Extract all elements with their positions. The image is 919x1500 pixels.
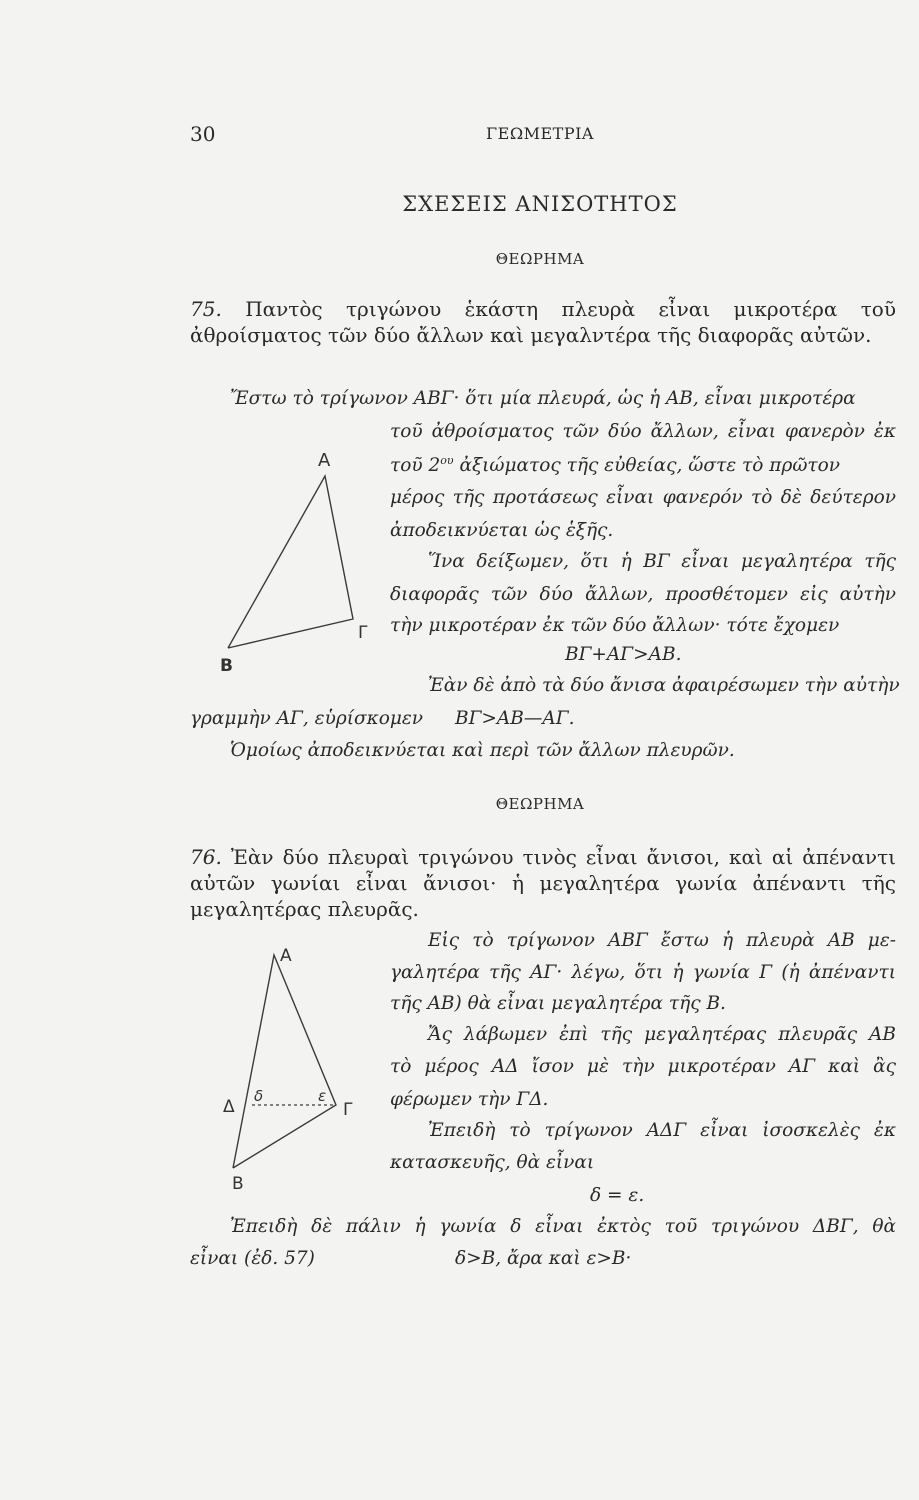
proof-76-line-2: γαλητέρα τῆς ΑΓ· λέγω, ὅτι ἡ γωνία Γ (ἡ ἀπέναντι: [390, 962, 896, 983]
proof-76-line-4: Ἄς λάβωμεν ἐπὶ τῆς μεγαλητέρας πλευρᾶς ΑΒ: [428, 1024, 896, 1045]
theorem-75-text: Παντὸς τριγώνου ἑκάστη πλευρὰ εἶναι μικροτέρα τοῦ ἀθροίσματος τῶν δύο ἄλλων καὶ μεγαλντέρα τῆς διαφορᾶς αὐτῶν.: [190, 297, 897, 347]
proof-75-line-9: Ἐὰν δὲ ἀπὸ τὰ δύο ἄνισα ἀφαιρέσωμεν τὴν αὐτὴν: [428, 675, 900, 696]
vertex-label-b: Β: [220, 656, 233, 676]
proof-75-line-11: Ὁμοίως ἀποδεικνύεται καὶ περὶ τῶν ἄλλων πλευρῶν.: [230, 740, 735, 761]
proof-76-line-9: Ἐπειδὴ δὲ πάλιν ἡ γωνία δ εἶναι ἐκτὸς τοῦ τριγώνου ΔΒΓ, θὰ: [230, 1216, 896, 1237]
theorem-label-76: ΘΕΩΡΗΜΑ: [495, 795, 585, 813]
running-title: ΓΕΩΜΕΤΡΙΑ: [486, 124, 594, 143]
proof-76-line-8: κατασκευῆς, θὰ εἶναι: [390, 1152, 595, 1173]
proof-75-line-1: Ἔστω τὸ τρίγωνον ΑΒΓ· ὅτι μία πλευρά, ὡς ἡ ΑΒ, εἶναι μικροτέρα: [230, 388, 856, 409]
proof-75-line-4: μέρος τῆς προτάσεως εἶναι φανερόν τὸ δὲ δεύτερον: [390, 487, 896, 508]
ordinal-superscript: ου: [440, 454, 454, 467]
proof-75-line-2: τοῦ ἀθροίσματος τῶν δύο ἄλλων, εἶναι φανερὸν ἐκ: [390, 421, 896, 442]
vertex-label-a-76: Α: [280, 946, 292, 966]
theorem-76-text: Ἐὰν δύο πλευραὶ τριγώνου τινὸς εἶναι ἄνισοι, καὶ αἱ ἀπέναντι αὐτῶν γωνίαι εἶναι ἄνισοι· ἡ μεγαλητέρα γωνία ἀπέναντι τῆς μεγαλητέρας πλευρᾶς.: [190, 845, 896, 921]
theorem-75-number: 75.: [190, 297, 222, 321]
proof-76-line-5: τὸ μέρος ΑΔ ἴσον μὲ τὴν μικροτέραν ΑΓ καὶ ἂς: [390, 1056, 896, 1077]
inequality-75-a: ΒΓ+ΑΓ>ΑΒ.: [565, 644, 682, 665]
inequality-76: δ>Β, ἄρα καὶ ε>Β·: [455, 1248, 632, 1269]
proof-75-line-3: [390, 454, 840, 476]
triangle-abg: [228, 476, 353, 648]
vertex-label-d-76: Δ: [223, 1097, 235, 1117]
proof-76-line-3: τῆς ΑΒ) θὰ εἶναι μεγαλητέρα τῆς Β.: [390, 993, 726, 1014]
vertex-label-b-76: Β: [232, 1174, 244, 1194]
inequality-75-b: ΒΓ>ΑΒ—ΑΓ.: [455, 708, 575, 729]
proof-76-line-10: εἶναι (ἐδ. 57): [190, 1248, 315, 1269]
proof-76-line-1: Εἰς τὸ τρίγωνον ΑΒΓ ἔστω ἡ πλευρὰ ΑΒ με-: [428, 930, 896, 951]
vertex-label-g: Γ: [358, 623, 368, 643]
proof-76-line-6: φέρωμεν τὴν ΓΔ.: [390, 1089, 549, 1110]
angle-label-epsilon: ε: [318, 1087, 327, 1105]
theorem-76-statement: [190, 844, 896, 922]
theorem-label-75: ΘΕΩΡΗΜΑ: [495, 250, 585, 268]
proof-75-line-6: Ἵνα δείξωμεν, ὅτι ἡ ΒΓ εἶναι μεγαλητέρα τῆς: [428, 551, 896, 572]
vertex-label-a: Α: [318, 450, 331, 471]
theorem-75-statement: [190, 296, 896, 348]
triangle-abg-76: [233, 955, 336, 1168]
page-number: 30: [190, 122, 216, 146]
proof-76-line-7: Ἐπειδὴ τὸ τρίγωνον ΑΔΓ εἶναι ἰσοσκελὲς ἐκ: [428, 1120, 896, 1141]
proof-75-line-3a: τοῦ 2: [390, 455, 441, 477]
proof-75-line-8: τὴν μικροτέραν ἐκ τῶν δύο ἄλλων· τότε ἔχομεν: [390, 615, 840, 636]
section-title: ΣΧΕΣΕΙΣ ΑΝΙΣΟΤΗΤΟΣ: [402, 192, 678, 216]
triangle-figure-76: [220, 935, 370, 1195]
angle-label-delta: δ: [254, 1087, 264, 1105]
equation-76: δ = ε.: [590, 1185, 645, 1206]
proof-75-line-7: διαφορᾶς τῶν δύο ἄλλων, προσθέτομεν εἰς αὐτὴν: [390, 584, 896, 605]
proof-75-line-3b: ἀξιώματος τῆς εὐθείας, ὥστε τὸ πρῶτον: [453, 455, 841, 477]
proof-75-line-5: ἀποδεικνύεται ὡς ἑξῆς.: [390, 520, 614, 541]
theorem-76-number: 76.: [190, 845, 222, 869]
vertex-label-g-76: Γ: [343, 1100, 353, 1120]
triangle-figure-75: [205, 440, 385, 680]
proof-75-line-10: γραμμὴν ΑΓ, εὑρίσκομεν: [190, 708, 424, 729]
